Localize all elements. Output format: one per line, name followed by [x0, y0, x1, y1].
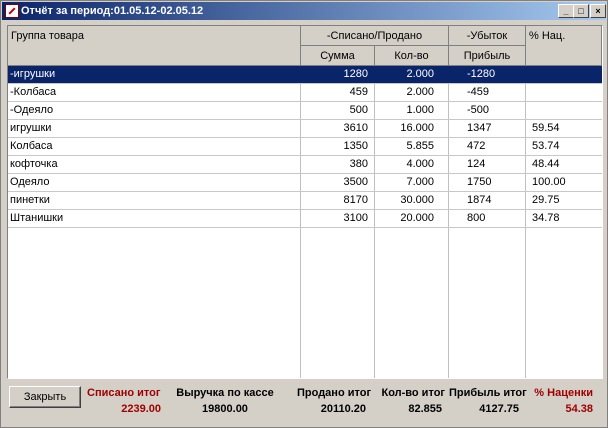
- cell-group: -Одеяло: [10, 104, 54, 116]
- cell-group: -игрушки: [10, 68, 56, 80]
- cell-sum: 8170: [343, 194, 368, 206]
- cell-profit: 1750: [467, 176, 492, 188]
- cell-sum: 500: [349, 104, 368, 116]
- cell-markup: 48.44: [532, 158, 560, 170]
- cell-markup: [526, 84, 602, 101]
- report-grid[interactable]: [7, 25, 603, 379]
- sold-total: [297, 387, 372, 415]
- cell-profit: 800: [467, 212, 486, 224]
- header-group[interactable]: Группа товара: [8, 26, 301, 66]
- app-icon: [5, 4, 19, 18]
- cell-sum: 459: [349, 86, 368, 98]
- written-off-value: 2239.00: [121, 403, 161, 415]
- cell-group: Одеяло: [10, 176, 50, 188]
- header-markup[interactable]: % Нац.: [526, 26, 602, 66]
- footer-panel: [1, 381, 607, 427]
- title-bar[interactable]: [2, 2, 606, 20]
- cell-qty: 30.000: [400, 194, 434, 206]
- cell-profit: -1280: [467, 68, 496, 80]
- sold-label: Продано итог: [297, 387, 372, 399]
- cell-profit: 472: [467, 140, 486, 152]
- cell-qty: 7.000: [406, 176, 434, 188]
- header-sum[interactable]: Сумма: [301, 46, 375, 66]
- maximize-button[interactable]: □: [573, 4, 589, 18]
- cell-sum: 1280: [343, 68, 368, 80]
- table-row[interactable]: [8, 66, 602, 84]
- cell-profit: -500: [467, 104, 490, 116]
- profit-total: [449, 387, 525, 415]
- cell-sum: 3610: [343, 122, 368, 134]
- minimize-button[interactable]: _: [558, 4, 574, 18]
- cash-value: 19800.00: [202, 403, 248, 415]
- table-row[interactable]: [8, 120, 602, 138]
- cell-sum: 1350: [343, 140, 368, 152]
- cell-markup: 100.00: [532, 176, 566, 188]
- markup-value: 54.38: [565, 403, 593, 415]
- cell-profit: 1874: [467, 194, 492, 206]
- cell-group: игрушки: [10, 122, 52, 134]
- window-title: Отчёт за период:01.05.12-02.05.12: [21, 5, 204, 17]
- table-row[interactable]: [8, 210, 602, 228]
- cell-qty: 1.000: [406, 104, 434, 116]
- table-row[interactable]: [8, 102, 602, 120]
- header-profit[interactable]: Прибыль: [449, 46, 526, 66]
- cell-sum: 3100: [343, 212, 368, 224]
- cell-markup: 53.74: [532, 140, 560, 152]
- table-row[interactable]: [8, 174, 602, 192]
- cell-qty: 4.000: [406, 158, 434, 170]
- cell-qty: 2.000: [406, 68, 434, 80]
- cell-markup: [526, 66, 602, 83]
- cell-markup: 59.54: [532, 122, 560, 134]
- cell-markup: 34.78: [532, 212, 560, 224]
- header-loss-group[interactable]: -Убыток: [449, 26, 526, 46]
- cell-group: пинетки: [10, 194, 50, 206]
- table-row[interactable]: [8, 156, 602, 174]
- cell-qty: 16.000: [400, 122, 434, 134]
- cell-group: -Колбаса: [10, 86, 57, 98]
- profit-value: 4127.75: [479, 403, 519, 415]
- cell-group: кофточка: [10, 158, 58, 170]
- cash-label: Выручка по кассе: [176, 387, 274, 399]
- cell-profit: 1347: [467, 122, 492, 134]
- sold-value: 20110.20: [320, 403, 366, 415]
- cell-markup: [526, 102, 602, 119]
- profit-label: Прибыль итог: [449, 387, 527, 399]
- close-window-button[interactable]: ×: [590, 4, 606, 18]
- cell-qty: 2.000: [406, 86, 434, 98]
- markup-label: % Наценки: [534, 387, 593, 399]
- cell-group: Штанишки: [10, 212, 64, 224]
- close-button[interactable]: Закрыть: [9, 386, 81, 408]
- qty-label: Кол-во итог: [381, 387, 445, 399]
- header-qty[interactable]: Кол-во: [375, 46, 449, 66]
- cash-total: [173, 387, 277, 415]
- cell-qty: 20.000: [400, 212, 434, 224]
- table-row[interactable]: [8, 138, 602, 156]
- header-written-off-group[interactable]: -Списано/Продано: [301, 26, 449, 46]
- cell-markup: 29.75: [532, 194, 560, 206]
- cell-group: Колбаса: [10, 140, 53, 152]
- table-row[interactable]: [8, 192, 602, 210]
- cell-profit: -459: [467, 86, 490, 98]
- written-off-label: Списано итог: [87, 387, 161, 399]
- markup-total: [531, 387, 593, 415]
- cell-sum: 3500: [343, 176, 368, 188]
- cell-sum: 380: [349, 158, 368, 170]
- qty-total: [379, 387, 445, 415]
- qty-value: 82.855: [408, 403, 442, 415]
- table-row[interactable]: [8, 84, 602, 102]
- written-off-total: [87, 387, 161, 415]
- cell-qty: 5.855: [406, 140, 434, 152]
- cell-profit: 124: [467, 158, 486, 170]
